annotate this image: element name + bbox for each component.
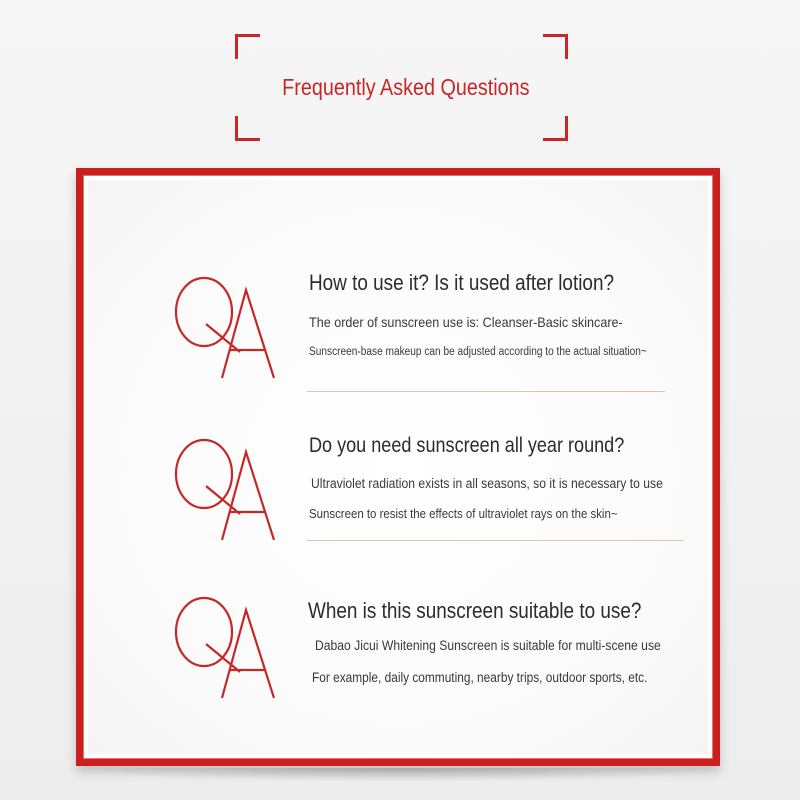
faq-divider-1 [307,391,665,392]
qa-monogram-icon [170,268,290,378]
faq-answer-1-line-2: Sunscreen-base makeup can be adjusted according to the actual situation~ [309,346,647,358]
corner-bracket-top-right [543,34,568,59]
faq-answer-2-line-2: Sunscreen to resist the effects of ultraviolet rays on the skin~ [309,506,618,521]
corner-bracket-bottom-right [543,116,568,141]
qa-monogram-icon [170,588,290,698]
faq-answer-3-line-1: Dabao Jicui Whitening Sunscreen is suitable for multi-scene use [315,638,661,653]
faq-divider-2 [307,540,684,541]
faq-answer-2-line-1: Ultraviolet radiation exists in all seasons, so it is necessary to use [311,476,663,491]
page-title: Frequently Asked Questions [282,74,530,100]
corner-bracket-top-left [235,34,260,59]
card-shadow [60,768,740,782]
qa-monogram-icon [170,430,290,540]
corner-bracket-bottom-left [235,116,260,141]
faq-question-2: Do you need sunscreen all year round? [309,434,625,457]
faq-question-3: When is this sunscreen suitable to use? [308,598,642,623]
faq-question-1: How to use it? Is it used after lotion? [309,270,614,295]
faq-answer-3-line-2: For example, daily commuting, nearby trips, outdoor sports, etc. [312,670,648,685]
faq-card-inner [88,180,708,754]
faq-answer-1-line-1: The order of sunscreen use is: Cleanser-Basic skincare- [309,314,623,330]
faq-card [76,168,720,766]
